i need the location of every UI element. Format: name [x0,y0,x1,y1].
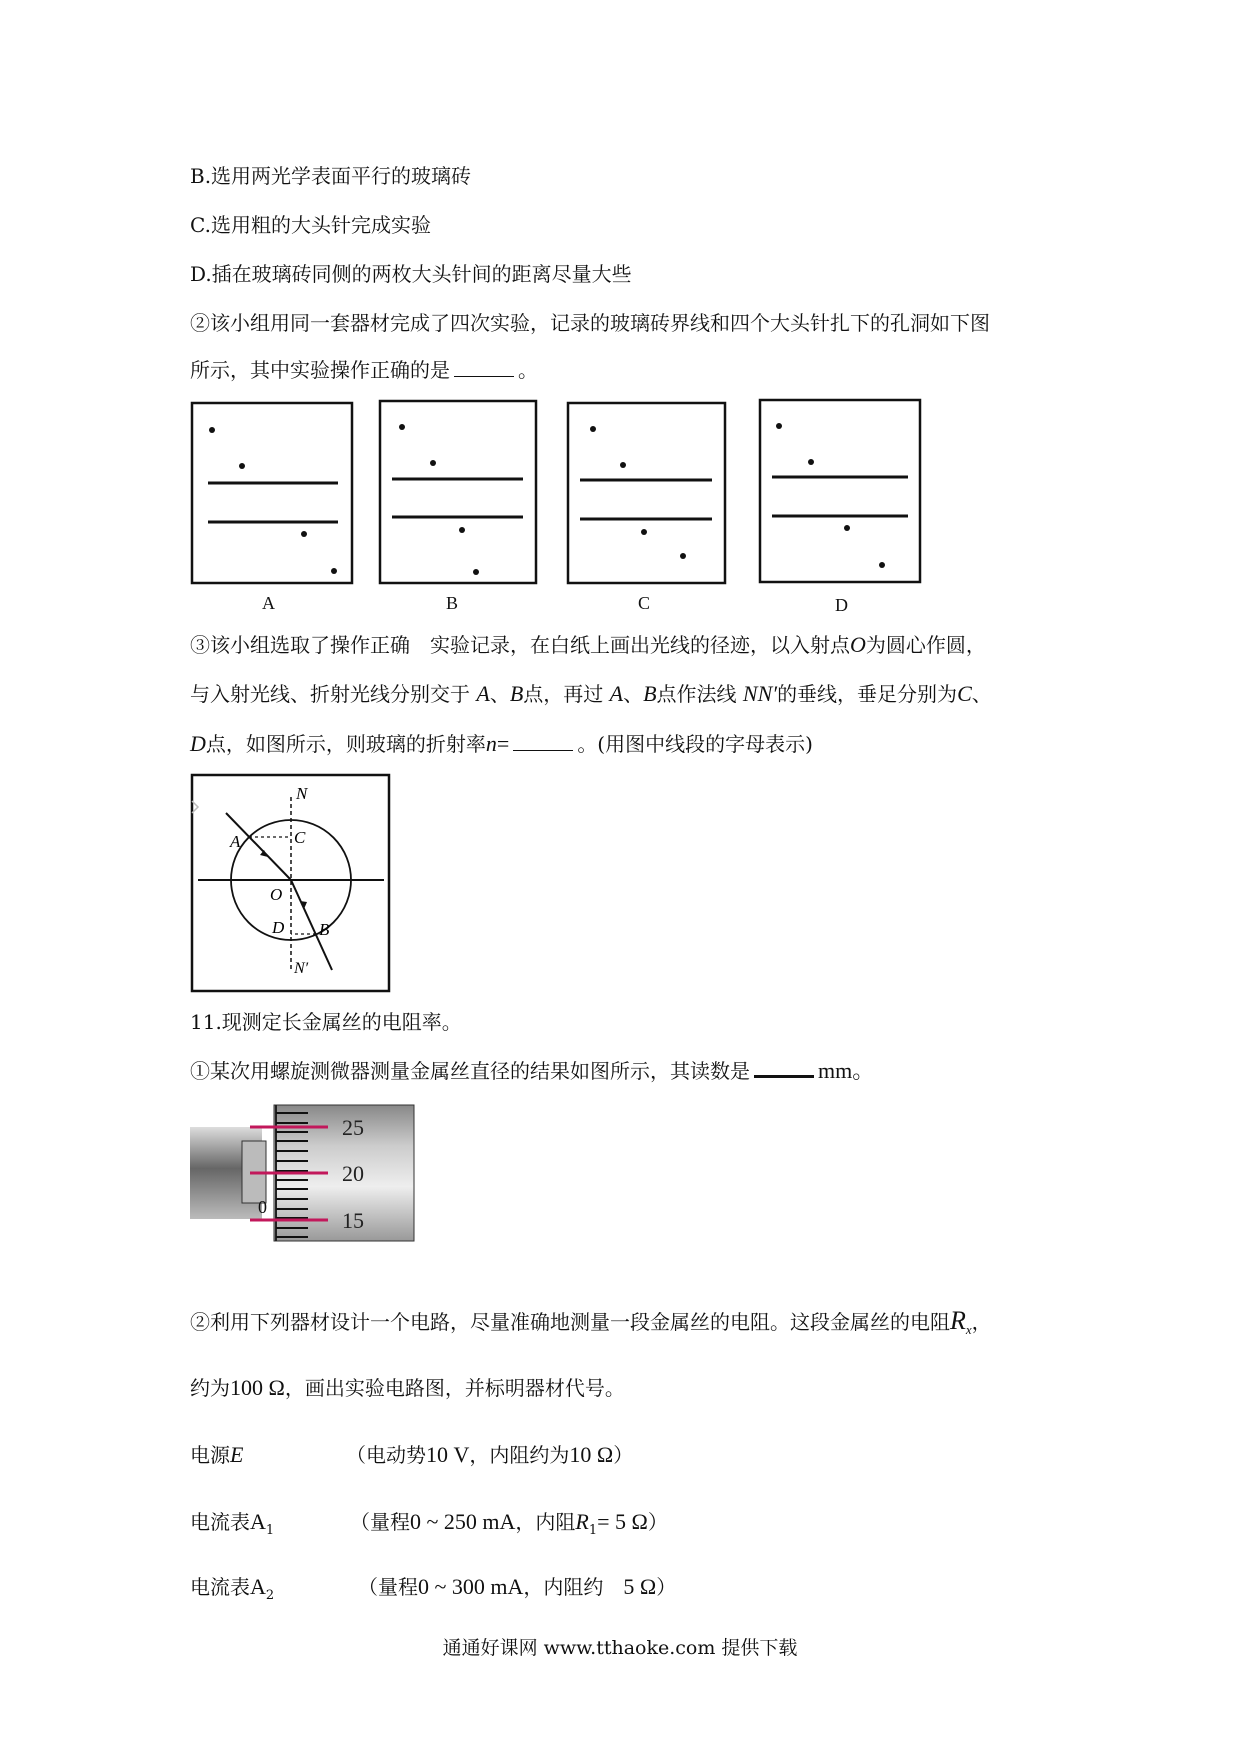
question-3-line2: 与入射光线、折射光线分别交于 A、B点，再过 A、B点作法线 NN′的垂线，垂足分别为C、 [190,681,992,706]
pin-hole [239,463,245,469]
equipment-ammeter-1: 电流表$A_1$ （量程0 ~ 250 mA，内阻$R_1= 5$ Ω） [190,1509,668,1538]
pin-hole [209,427,215,433]
pin-hole [620,462,626,468]
panel-label: C [638,593,651,613]
label-n: N [296,784,308,803]
arrow-icon [300,901,307,909]
pin-hole [776,423,782,429]
pin-hole [430,460,436,466]
panel-d-figure [758,398,924,585]
panel-b [378,399,543,613]
answer-blank[interactable] [754,1057,814,1078]
answer-blank[interactable] [454,358,514,377]
pin-hole [301,531,307,537]
panel-c-figure [566,401,730,586]
pin-hole [680,553,686,559]
pin-hole [459,527,465,533]
pin-hole [590,426,596,432]
panel-a [190,401,355,613]
pin-hole [808,459,814,465]
paper-border [192,403,352,583]
pin-hole [399,424,405,430]
arrow-icon [260,850,268,857]
label-b: B [319,920,330,939]
question-2-line2: 所示，其中实验操作正确的是 。 [190,358,538,382]
sleeve-zero-label: 0 [258,1197,267,1217]
micrometer-figure [190,1103,422,1247]
panel-d [758,398,924,615]
label-d: D [272,918,285,937]
scale-label-20: 20 [342,1161,364,1186]
label-a: A [230,832,241,851]
pin-hole [473,569,479,575]
label-o: O [270,885,283,904]
question-11-part2: ②利用下列器材设计一个电路，尽量准确地测量一段金属丝的电阻。这段金属丝的电阻$R_x$， [190,1306,992,1337]
question-11-part1: ①某次用螺旋测微器测量金属丝直径的结果如图所示，其读数是 mm。 [190,1058,875,1083]
question-2-line1: ②该小组用同一套器材完成了四次实验，记录的玻璃砖界线和四个大头针扎下的孔洞如下图 [190,311,990,335]
question-11-title: 11.现测定长金属丝的电阻率。 [190,1010,462,1034]
pin-hole [331,568,337,574]
panel-label: B [446,593,459,613]
paper-border [760,400,920,582]
panel-a-figure [190,401,355,586]
pin-hole [641,529,647,535]
label-c: C [294,828,306,847]
pin-hole [844,525,850,531]
option-b: B.选用两光学表面平行的玻璃砖 [190,164,472,188]
panel-c [566,401,730,613]
option-c: C.选用粗的大头针完成实验 [190,213,431,237]
micrometer-diagram [190,1103,422,1243]
answer-blank[interactable] [513,732,573,751]
scale-label-15: 15 [342,1208,364,1233]
scale-label-25: 25 [342,1115,364,1140]
question-11-part3: 约为100 Ω，画出实验电路图，并标明器材代号。 [190,1375,625,1400]
equipment-ammeter-2: 电流表$A_2$ （量程0 ~ 300 mA，内阻约 5 Ω） [190,1574,677,1603]
question-3-line3: D点，如图所示，则玻璃的折射率n= 。(用图中线段的字母表示) [190,731,813,756]
option-d: D.插在玻璃砖同侧的两枚大头针间的距离尽量大些 [190,262,632,286]
refraction-diagram [190,773,392,995]
label-n-prime: N′ [294,960,309,977]
pin-hole [879,562,885,568]
panel-label: D [835,595,848,615]
question-3-line1: ③该小组选取了操作正确 实验记录，在白纸上画出光线的径迹，以入射点O为圆心作圆， [190,632,986,657]
equipment-power: 电源E （电动势10 V，内阻约为10 Ω） [190,1442,634,1467]
page-footer: 通通好课网 www.tthaoke.com 提供下载 [442,1637,798,1659]
refraction-figure [190,773,392,999]
panel-label: A [262,593,275,613]
panel-b-figure [378,399,543,586]
